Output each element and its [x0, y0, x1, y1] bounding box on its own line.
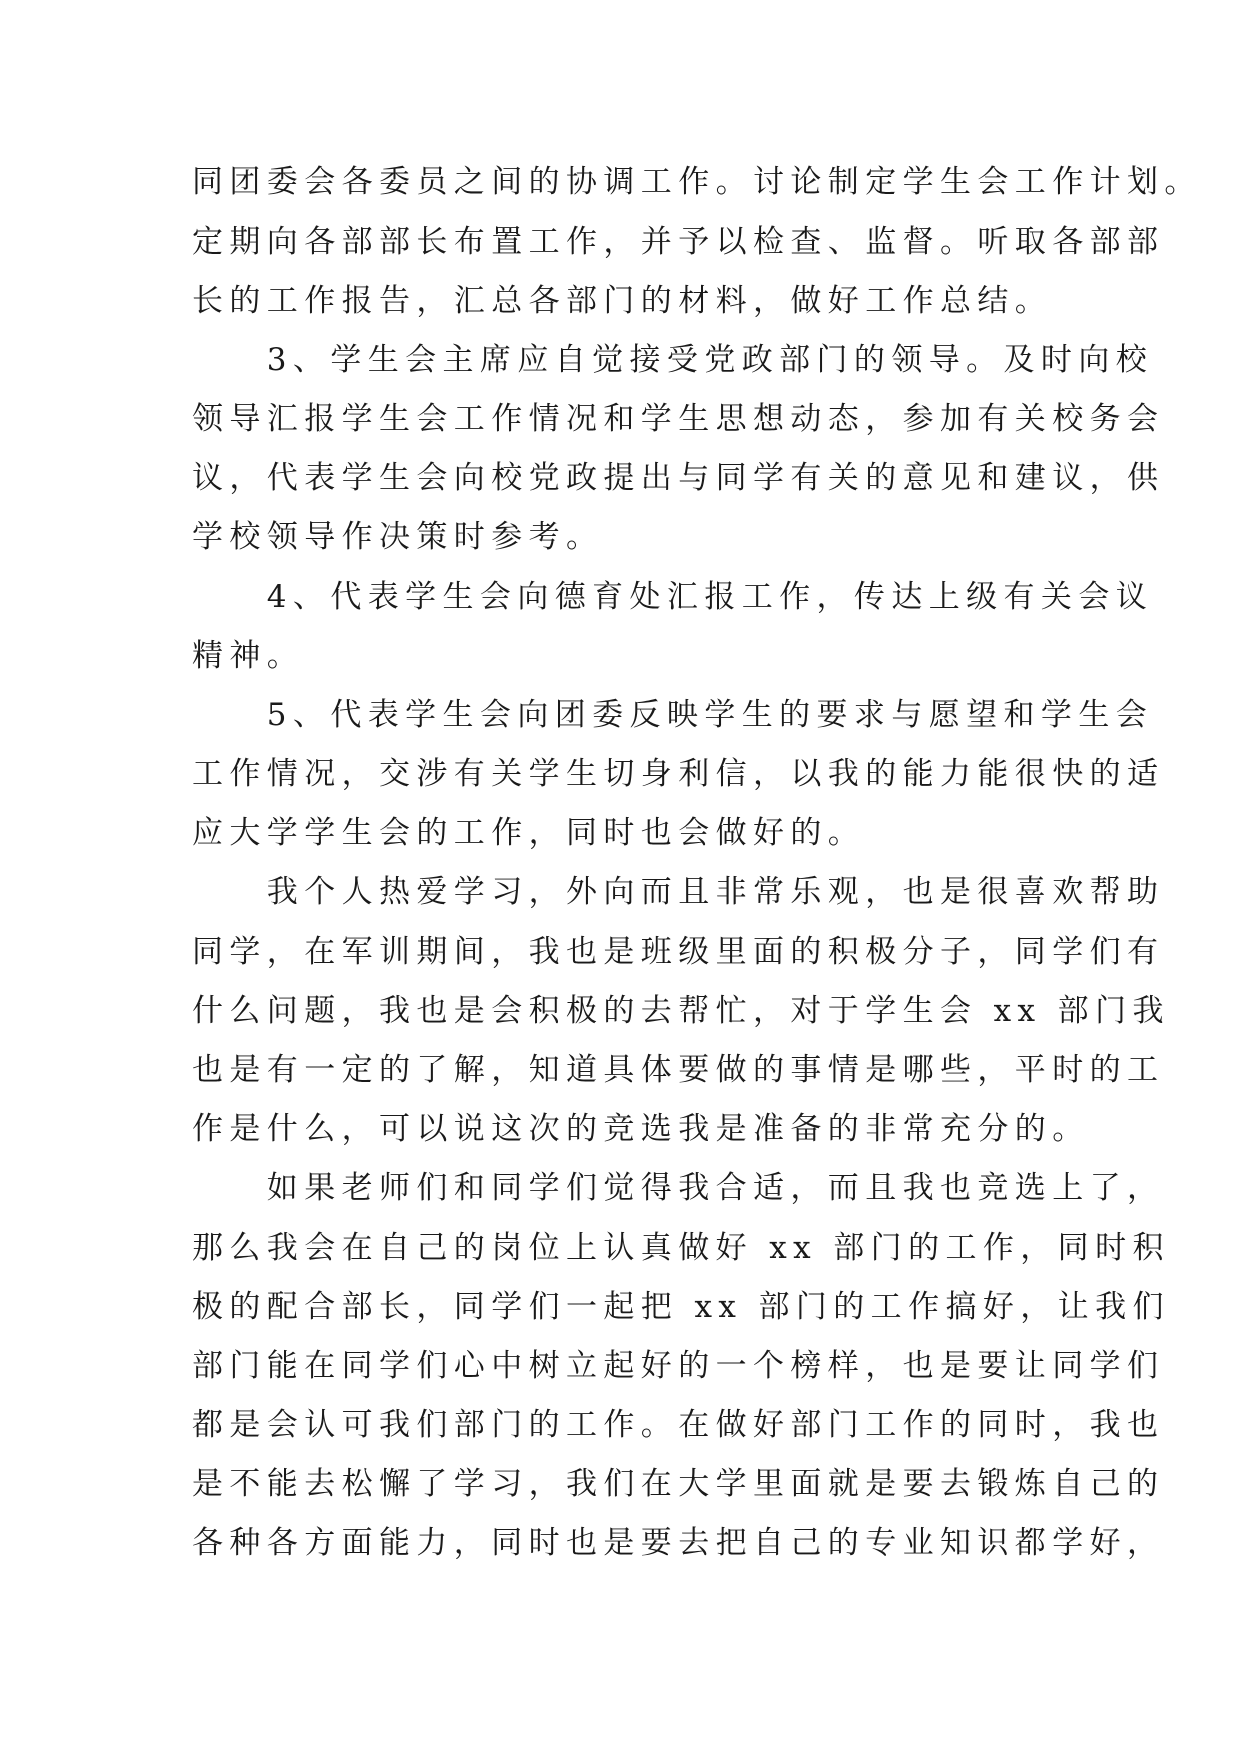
text-line: 议，代表学生会向校党政提出与同学有关的意见和建议，供 — [192, 460, 1165, 496]
text-line: 也是有一定的了解，知道具体要做的事情是哪些，平时的工 — [192, 1052, 1165, 1088]
text-line: 各种各方面能力，同时也是要去把自己的专业知识都学好， — [192, 1525, 1165, 1561]
text-line: 定期向各部部长布置工作，并予以检查、监督。听取各部部 — [192, 224, 1165, 260]
text-line: 精神。 — [192, 638, 305, 674]
text-line: 5、代表学生会向团委反映学生的要求与愿望和学生会 — [192, 697, 1154, 733]
text-line: 什么问题，我也是会积极的去帮忙，对于学生会 xx 部门我 — [192, 993, 1170, 1029]
text-line: 领导汇报学生会工作情况和学生思想动态，参加有关校务会 — [192, 401, 1165, 437]
text-line: 作是什么，可以说这次的竞选我是准备的非常充分的。 — [192, 1111, 1090, 1147]
text-line: 3、学生会主席应自觉接受党政部门的领导。及时向校 — [192, 342, 1154, 378]
text-line: 4、代表学生会向德育处汇报工作，传达上级有关会议 — [192, 579, 1154, 615]
text-line: 部门能在同学们心中树立起好的一个榜样，也是要让同学们 — [192, 1348, 1165, 1384]
text-line: 我个人热爱学习，外向而且非常乐观，也是很喜欢帮助 — [192, 874, 1165, 910]
text-line: 学校领导作决策时参考。 — [192, 519, 604, 555]
text-line: 应大学学生会的工作，同时也会做好的。 — [192, 815, 866, 851]
text-line: 工作情况，交涉有关学生切身利信，以我的能力能很快的适 — [192, 756, 1165, 792]
text-line: 都是会认可我们部门的工作。在做好部门工作的同时，我也 — [192, 1407, 1165, 1443]
text-line: 长的工作报告，汇总各部门的材料，做好工作总结。 — [192, 283, 1053, 319]
text-line: 极的配合部长，同学们一起把 xx 部门的工作搞好，让我们 — [192, 1289, 1170, 1325]
text-line: 如果老师们和同学们觉得我合适，而且我也竞选上了， — [192, 1170, 1165, 1206]
text-line: 同团委会各委员之间的协调工作。讨论制定学生会工作计划。 — [192, 164, 1202, 200]
text-line: 同学，在军训期间，我也是班级里面的积极分子，同学们有 — [192, 934, 1165, 970]
text-line: 那么我会在自己的岗位上认真做好 xx 部门的工作，同时积 — [192, 1230, 1170, 1266]
text-line: 是不能去松懈了学习，我们在大学里面就是要去锻炼自己的 — [192, 1466, 1165, 1502]
